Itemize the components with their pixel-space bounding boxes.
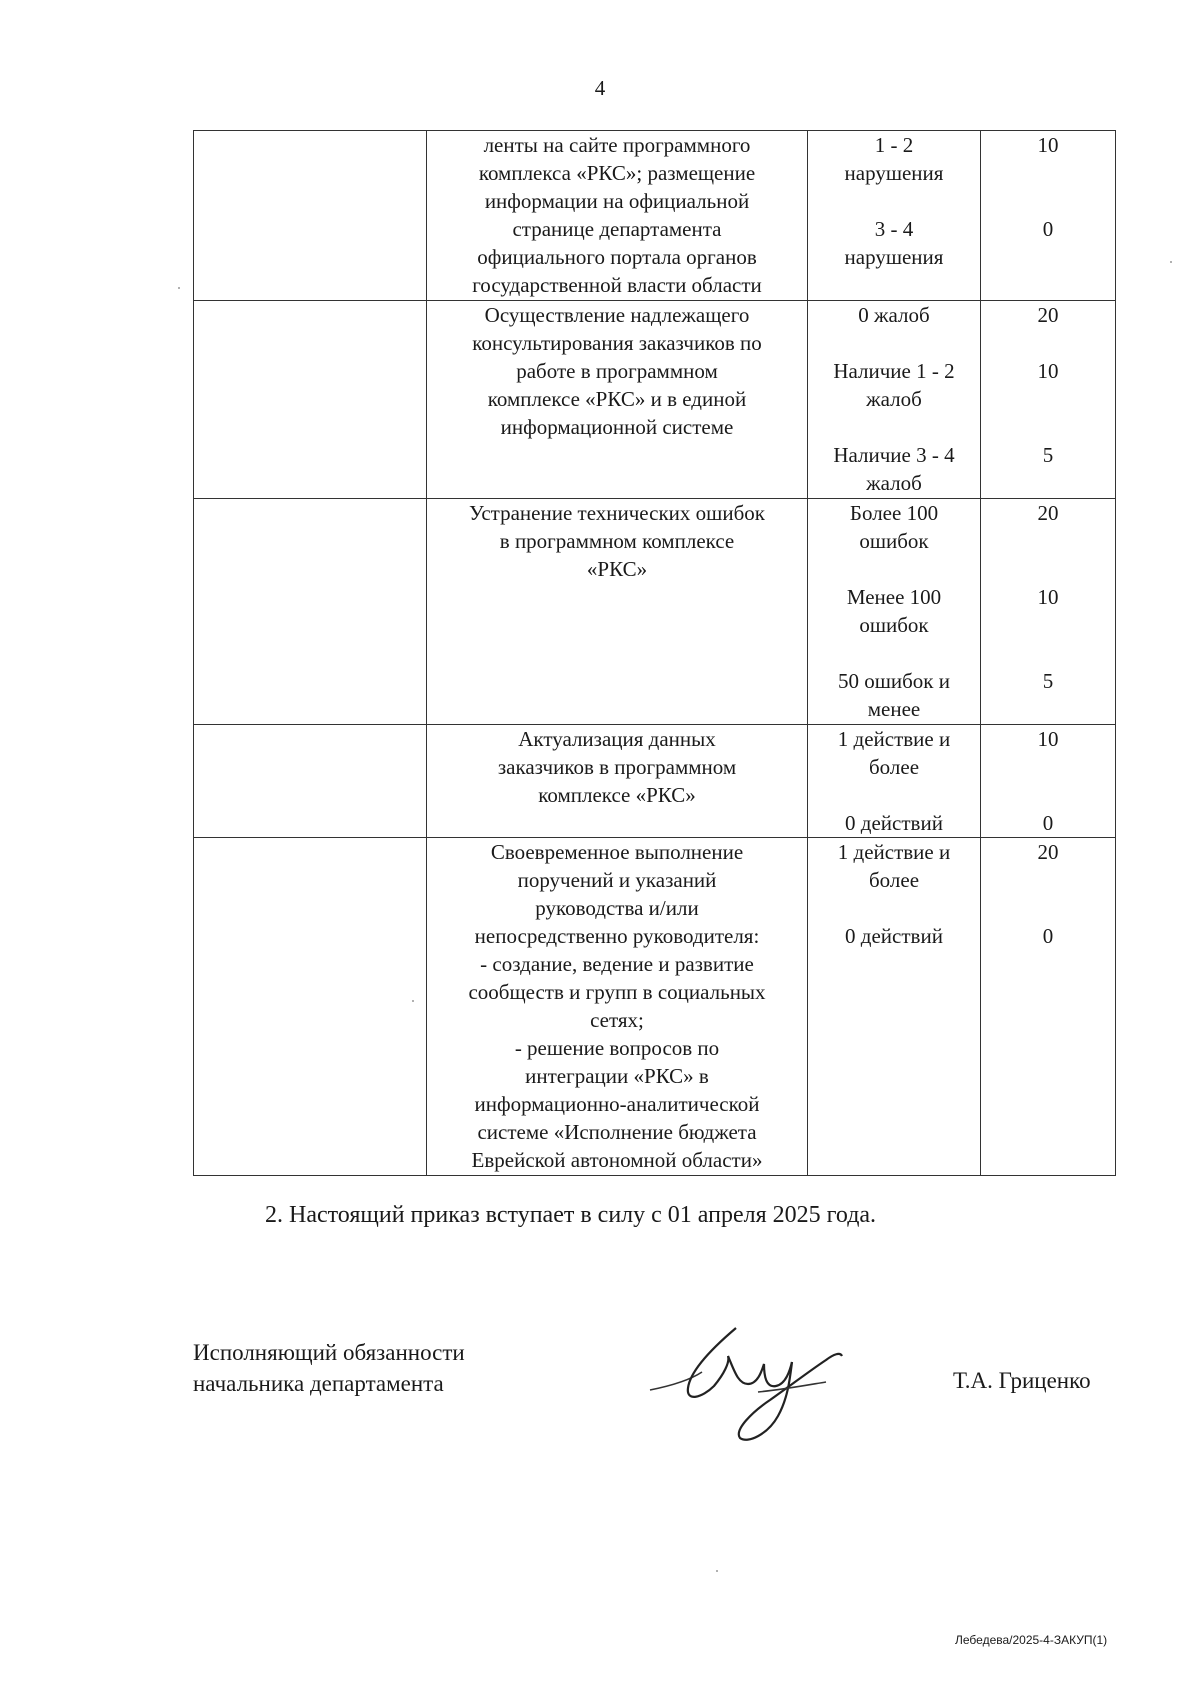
empty-cell	[194, 131, 427, 301]
scan-speck	[412, 1000, 414, 1002]
condition-item: 50 ошибок и менее	[837, 669, 951, 721]
condition-item: 1 действие и более	[837, 840, 951, 892]
condition-item: Более 100 ошибок	[849, 501, 939, 553]
footer-code: Лебедева/2025-4-ЗАКУП(1)	[955, 1633, 1108, 1647]
score-item: 0	[1042, 217, 1054, 241]
score-item: 10	[1037, 727, 1059, 751]
score-item: 5	[1042, 443, 1054, 467]
page-number: 4	[594, 76, 606, 100]
scan-speck	[716, 1570, 718, 1572]
condition-item: 1 - 2 нарушения	[844, 133, 944, 185]
empty-cell	[194, 499, 427, 725]
condition-item: 1 действие и более	[837, 727, 951, 779]
scan-speck	[178, 287, 180, 289]
criterion-cell: Осуществление надлежащего консультирования заказчиков по работе в программном комплексе «РКС» и в единой информационной системе	[427, 301, 808, 499]
empty-cell	[194, 725, 427, 838]
condition-cell	[808, 499, 981, 725]
score-cell	[981, 725, 1116, 838]
table-row	[194, 838, 1116, 1176]
condition-cell	[808, 301, 981, 499]
table-row	[194, 725, 1116, 838]
empty-cell	[194, 301, 427, 499]
condition-item: 0 действий	[845, 924, 943, 948]
criterion-cell: Актуализация данных заказчиков в программном комплексе «РКС»	[427, 725, 808, 838]
signer-position: Исполняющий обязанности начальника департамента	[193, 1340, 465, 1396]
score-item: 10	[1037, 359, 1059, 383]
signer-name: Т.А. Гриценко	[953, 1368, 1091, 1393]
condition-item: 0 действий	[845, 811, 943, 835]
signature	[640, 1312, 870, 1457]
score-item: 0	[1042, 811, 1054, 835]
table-row	[194, 131, 1116, 301]
score-item: 20	[1037, 303, 1059, 327]
condition-item: 0 жалоб	[858, 303, 930, 327]
table-row	[194, 301, 1116, 499]
score-item: 5	[1042, 669, 1054, 693]
score-item: 10	[1037, 585, 1059, 609]
condition-item: Наличие 3 - 4 жалоб	[833, 443, 955, 495]
score-cell	[981, 131, 1116, 301]
condition-cell	[808, 838, 981, 1176]
score-item: 20	[1037, 840, 1059, 864]
closing-paragraph: 2. Настоящий приказ вступает в силу с 01 апреля 2025 года.	[265, 1202, 877, 1228]
handwritten-signature-icon	[640, 1312, 870, 1452]
criterion-cell: Своевременное выполнение поручений и указаний руководства и/или непосредственно руководителя: - создание, ведение и развитие сообществ и групп в социальных сетях; - решение вопросов по интеграции «РКС» в информационно-аналитической системе «Исполнение бюджета Еврейской автономной области»	[427, 838, 808, 1176]
table-row	[194, 499, 1116, 725]
condition-item: Менее 100 ошибок	[846, 585, 942, 637]
empty-cell	[194, 838, 427, 1176]
criterion-cell: ленты на сайте программного комплекса «РКС»; размещение информации на официальной странице департамента официального портала органов государственной власти области	[427, 131, 808, 301]
score-item: 10	[1037, 133, 1059, 157]
condition-item: 3 - 4 нарушения	[844, 217, 944, 269]
condition-item: Наличие 1 - 2 жалоб	[833, 359, 955, 411]
condition-cell	[808, 725, 981, 838]
score-cell	[981, 499, 1116, 725]
score-cell	[981, 301, 1116, 499]
condition-cell	[808, 131, 981, 301]
scan-speck	[1170, 261, 1172, 263]
criterion-cell: Устранение технических ошибок в программном комплексе «РКС»	[427, 499, 808, 725]
criteria-table	[193, 130, 1116, 1176]
score-item: 20	[1037, 501, 1059, 525]
score-item: 0	[1042, 924, 1054, 948]
score-cell	[981, 838, 1116, 1176]
